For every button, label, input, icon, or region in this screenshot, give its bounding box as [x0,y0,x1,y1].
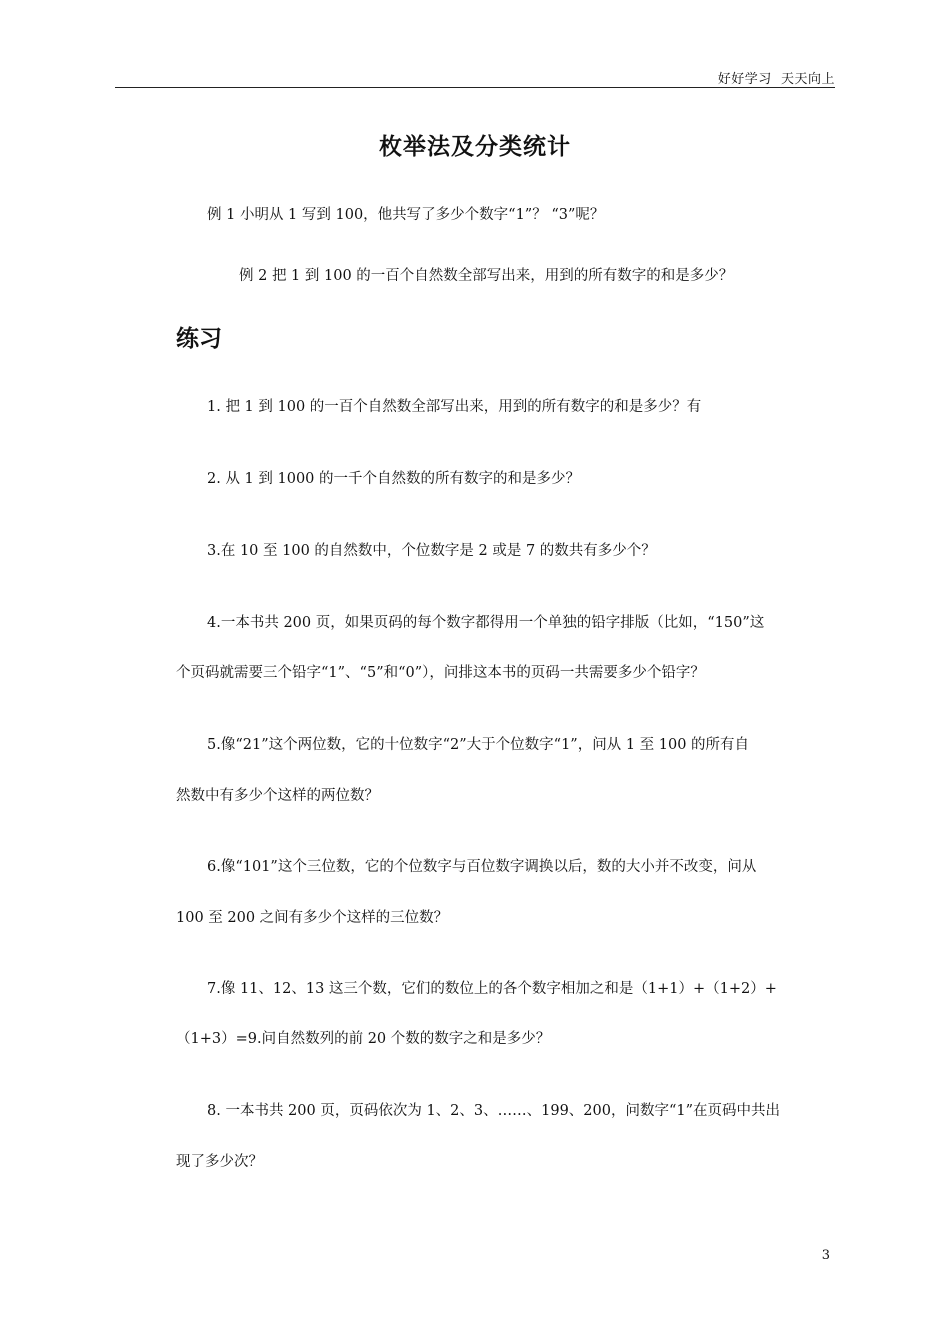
exercise-7-line-1: 7.像 11、12、13 这三个数，它们的数位上的各个数字相加之和是（1+1）+（1+2）+ [207,981,777,997]
exercise-1-line-1: 1. 把 1 到 100 的一百个自然数全部写出来，用到的所有数字的和是多少？有 [207,399,702,415]
exercise-7-line-2: （1+3）=9.问自然数列的前 20 个数的数字之和是多少？ [176,1031,551,1047]
exercise-8-line-2: 现了多少次？ [176,1154,263,1170]
header-rule [115,87,835,88]
header-motto: 好好学习 天天向上 [717,72,835,87]
page-title: 枚举法及分类统计 [379,134,571,160]
exercise-6-line-2: 100 至 200 之间有多少个这样的三位数？ [176,910,449,926]
example-2: 例 2 把 1 到 100 的一百个自然数全部写出来，用到的所有数字的和是多少？ [239,268,734,284]
exercise-2-line-1: 2. 从 1 到 1000 的一千个自然数的所有数字的和是多少？ [207,471,581,487]
exercise-5-line-2: 然数中有多少个这样的两位数？ [176,788,379,804]
example-1: 例 1 小明从 1 写到 100，他共写了多少个数字“1”？ “3”呢？ [207,207,605,223]
page-number: 3 [821,1248,830,1263]
section-title: 练习 [176,326,222,352]
exercise-8-line-1: 8. 一本书共 200 页，页码依次为 1、2、3、……、199、200，问数字“1”在页码中共出 [207,1103,781,1119]
exercise-4-line-1: 4.一本书共 200 页，如果页码的每个数字都得用一个单独的铅字排版（比如，“150”这 [207,615,765,631]
exercise-4-line-2: 个页码就需要三个铅字“1”、“5”和“0”），问排这本书的页码一共需要多少个铅字？ [176,665,705,681]
exercise-6-line-1: 6.像“101”这个三位数，它的个位数字与百位数字调换以后，数的大小并不改变，问从 [207,859,757,875]
exercise-5-line-1: 5.像“21”这个两位数，它的十位数字“2”大于个位数字“1”，问从 1 至 100 的所有自 [207,737,750,753]
exercise-3-line-1: 3.在 10 至 100 的自然数中，个位数字是 2 或是 7 的数共有多少个？ [207,543,656,559]
